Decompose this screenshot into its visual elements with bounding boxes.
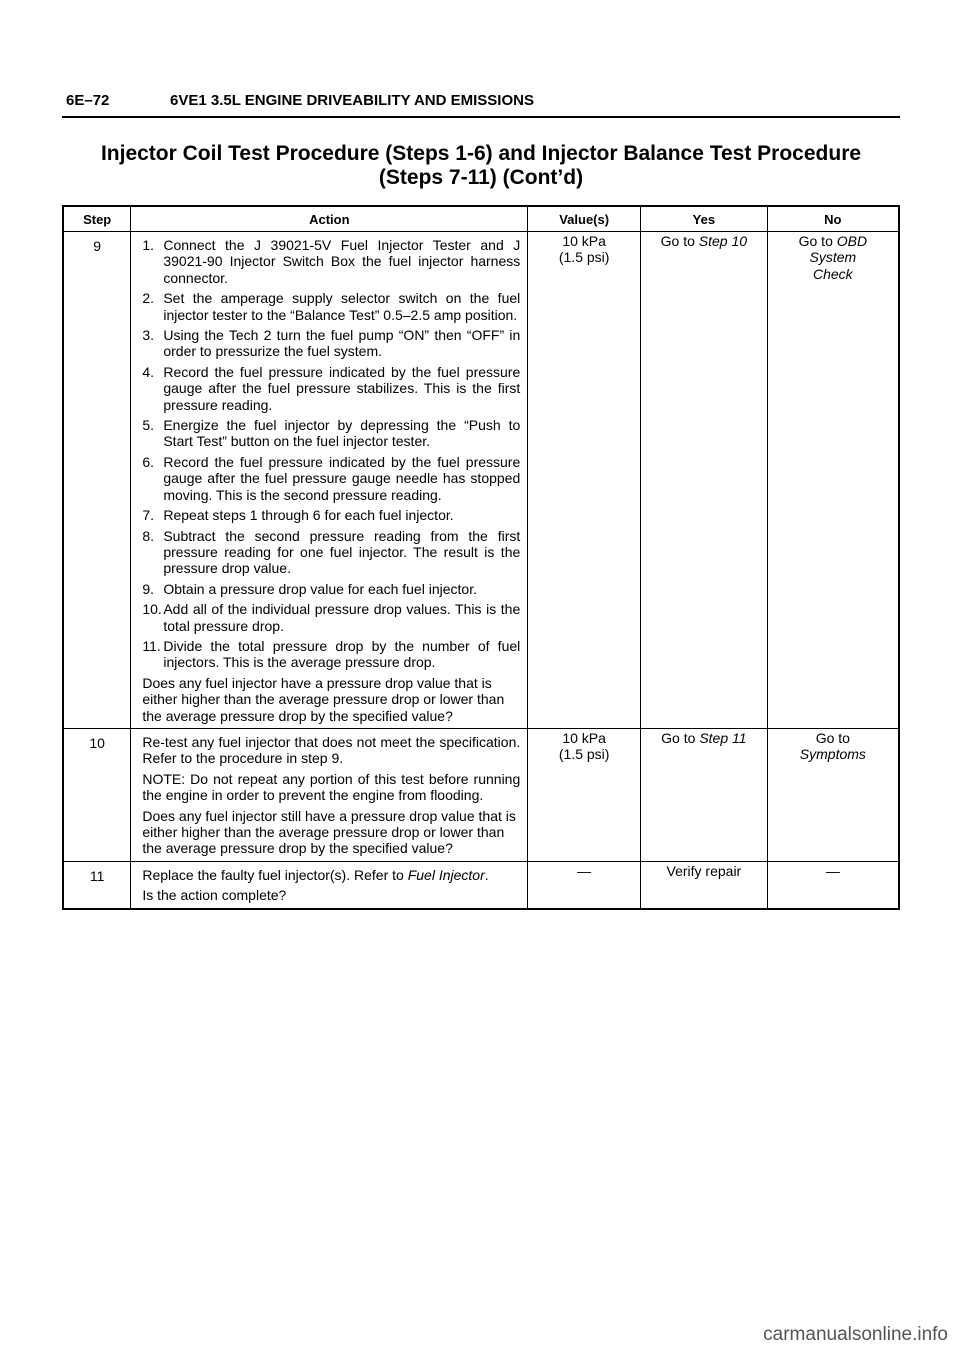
action-question: Is the action complete? xyxy=(142,887,287,904)
yes-cell: Go to Step 11 xyxy=(641,728,768,861)
substep-item: 2. Set the amperage supply selector switch on the fuel injector tester to the “Balance Test” 0.5–2.5 amp position. xyxy=(142,290,521,323)
no-cell: Go to OBD System Check xyxy=(767,232,899,729)
title-line-2: (Steps 7-11) (Cont’d) xyxy=(378,166,584,189)
column-header-yes: Yes xyxy=(641,206,768,232)
column-header-no: No xyxy=(767,206,899,232)
substep-item: 8. Subtract the second pressure reading from the first pressure reading for one fuel injector. The result is the pressure drop value. xyxy=(142,527,521,577)
substep-item: 9. Obtain a pressure drop value for each fuel injector. xyxy=(142,580,477,597)
substep-item: 4. Record the fuel pressure indicated by the fuel pressure gauge after the fuel pressure stabilizes. This is the first pressure reading. xyxy=(142,363,521,413)
action-question: Does any fuel injector still have a pressure drop value that is either higher than the average pressure drop or lower than the average pressure drop by the specified value? xyxy=(142,807,516,857)
substep-item: 10. Add all of the individual pressure drop values. This is the total pressure drop. xyxy=(142,601,521,634)
note-paragraph: NOTE: Do not repeat any portion of this test before running the engine in order to prevent the engine from flooding. xyxy=(142,770,521,804)
yes-cell: Verify repair xyxy=(641,861,768,908)
step-10-link: Step 10 xyxy=(698,233,748,249)
yes-cell: Go to Step 10 xyxy=(641,232,768,729)
value-cell: 10 kPa (1.5 psi) xyxy=(528,728,641,861)
column-header-values: Value(s) xyxy=(528,206,641,232)
table-row-step-9 xyxy=(63,232,899,729)
symptoms-link: Symptoms xyxy=(799,746,866,763)
substep-item: 7. Repeat steps 1 through 6 for each fuel injector. xyxy=(142,507,454,524)
substep-item: 5. Energize the fuel injector by depressing the “Push to Start Test” button on the fuel injector tester. xyxy=(142,417,521,450)
action-paragraph: Replace the faulty fuel injector(s). Refer to Fuel Injector. xyxy=(142,866,489,883)
obd-system-check-link: OBD xyxy=(836,233,868,249)
step-11-link: Step 11 xyxy=(699,729,747,746)
table-header-row xyxy=(63,206,899,232)
watermark: carmanualsonline.info xyxy=(763,1324,948,1345)
action-question: Does any fuel injector have a pressure drop value that is either higher than the average pressure drop or lower than the average pressure drop by the specified value? xyxy=(142,674,505,724)
action-cell xyxy=(131,861,528,908)
step-number: 10 xyxy=(63,728,131,861)
action-cell xyxy=(131,728,528,861)
step-number: 9 xyxy=(63,232,131,729)
substep-item: 11. Divide the total pressure drop by the number of fuel injectors. This is the average pressure drop. xyxy=(142,637,521,671)
substep-item: 3. Using the Tech 2 turn the fuel pump “ON” then “OFF” in order to pressurize the fuel system. xyxy=(142,327,521,360)
step-number: 11 xyxy=(63,861,131,908)
substep-list xyxy=(142,237,520,671)
action-paragraph: Re-test any fuel injector that does not meet the specification. Refer to the procedure in step 9. xyxy=(142,733,521,767)
value-cell: 10 kPa (1.5 psi) xyxy=(528,232,641,729)
no-cell: — xyxy=(767,861,899,908)
manual-title: 6VE1 3.5L ENGINE DRIVEABILITY AND EMISSIONS xyxy=(170,92,534,109)
fuel-injector-link: Fuel Injector xyxy=(407,866,485,883)
procedure-table xyxy=(62,205,900,910)
column-header-step: Step xyxy=(63,206,131,232)
substep-item: 1. Connect the J 39021-5V Fuel Injector Tester and J 39021-90 Injector Switch Box the fuel injector harness connector. xyxy=(142,237,521,286)
page-title xyxy=(62,142,900,190)
value-cell: — xyxy=(528,861,641,908)
page-number: 6E–72 xyxy=(66,92,110,109)
title-line-1: Injector Coil Test Procedure (Steps 1-6) and Injector Balance Test Procedure xyxy=(100,142,862,165)
table-row-step-10 xyxy=(63,728,899,861)
page-header xyxy=(62,90,900,118)
substep-item: 6. Record the fuel pressure indicated by the fuel pressure gauge after the fuel pressure gauge needle has stopped moving. This is the second pressure reading. xyxy=(142,453,521,503)
table-row-step-11 xyxy=(63,861,899,908)
column-header-action: Action xyxy=(131,206,528,232)
no-cell: Go to Symptoms xyxy=(767,728,899,861)
action-cell xyxy=(131,232,528,729)
